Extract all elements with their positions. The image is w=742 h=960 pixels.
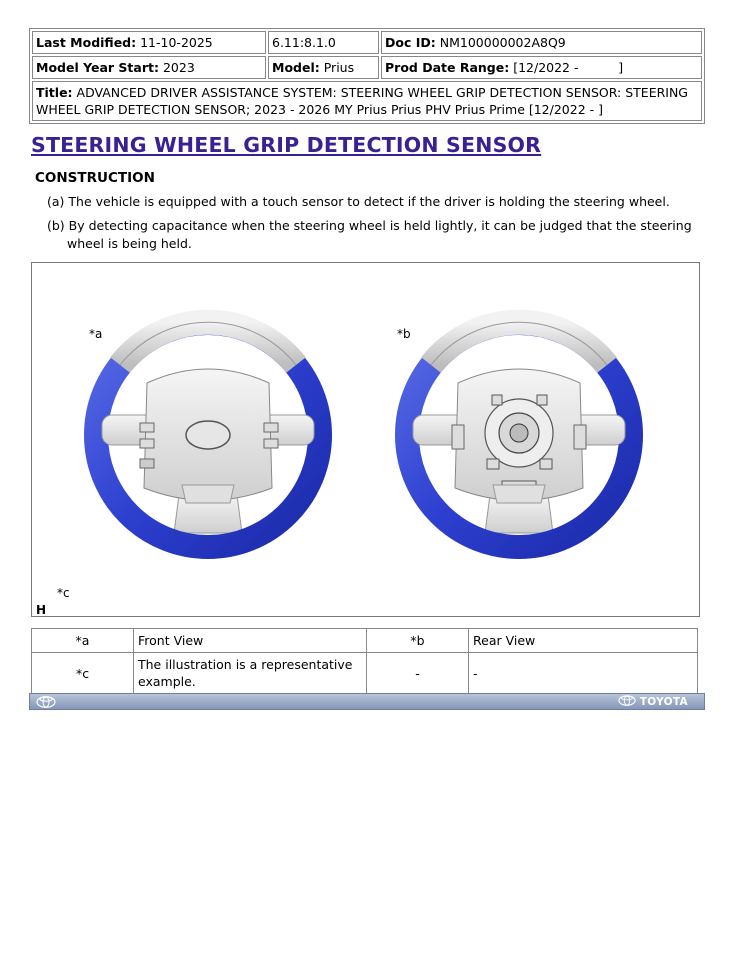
legend-row bbox=[32, 653, 698, 694]
figure-label-b: *b bbox=[397, 327, 411, 341]
legend-text: The illustration is a representative example. bbox=[134, 653, 367, 694]
document-header-table bbox=[29, 28, 705, 124]
legend-row bbox=[32, 629, 698, 653]
construction-item-a: (a) The vehicle is equipped with a touch sensor to detect if the driver is holding the steering wheel. bbox=[47, 194, 670, 209]
last-modified-cell: Last Modified: 11-10-2025 bbox=[32, 31, 266, 54]
front-view-wheel bbox=[96, 322, 320, 547]
version-cell: 6.11:8.1.0 bbox=[268, 31, 379, 54]
legend-code: *a bbox=[32, 629, 134, 653]
toyota-emblem-icon bbox=[36, 696, 56, 708]
footer-bar bbox=[29, 693, 705, 710]
legend-text: Rear View bbox=[469, 629, 698, 653]
model-cell: Model: Prius bbox=[268, 56, 379, 79]
toyota-brand-text: TOYOTA bbox=[639, 696, 688, 708]
title-cell: Title: ADVANCED DRIVER ASSISTANCE SYSTEM: STEERING WHEEL GRIP DETECTION SENSOR: STEERING WHEEL GRIP DETECTION SENSOR; 2023 - 2026 MY Prius Prius PHV Prius Prime [12/2022 - ] bbox=[32, 81, 702, 121]
rear-view-wheel bbox=[407, 322, 631, 547]
legend-code: *b bbox=[367, 629, 469, 653]
steering-wheels-drawing bbox=[32, 263, 699, 616]
doc-id-cell: Doc ID: NM100000002A8Q9 bbox=[381, 31, 702, 54]
toyota-brand-logo bbox=[618, 695, 688, 708]
legend-code: - bbox=[367, 653, 469, 694]
prod-date-cell: Prod Date Range: [12/2022 - ] bbox=[381, 56, 702, 79]
construction-item-b: (b) By detecting capacitance when the steering wheel is held lightly, it can be judged that the steering wheel is being held. bbox=[47, 218, 692, 251]
page-title: STEERING WHEEL GRIP DETECTION SENSOR bbox=[31, 133, 542, 157]
legend-text: Front View bbox=[134, 629, 367, 653]
legend-text: - bbox=[469, 653, 698, 694]
model-year-cell: Model Year Start: 2023 bbox=[32, 56, 266, 79]
figure-label-c: *c bbox=[57, 586, 70, 600]
section-heading: CONSTRUCTION bbox=[35, 170, 155, 186]
figure-label-a: *a bbox=[89, 327, 103, 341]
legend-code: *c bbox=[32, 653, 134, 694]
illustration-legend-table bbox=[31, 628, 698, 694]
toyota-emblem-icon bbox=[618, 695, 636, 706]
steering-wheel-illustration bbox=[31, 262, 700, 617]
figure-corner-code: H bbox=[36, 603, 47, 617]
